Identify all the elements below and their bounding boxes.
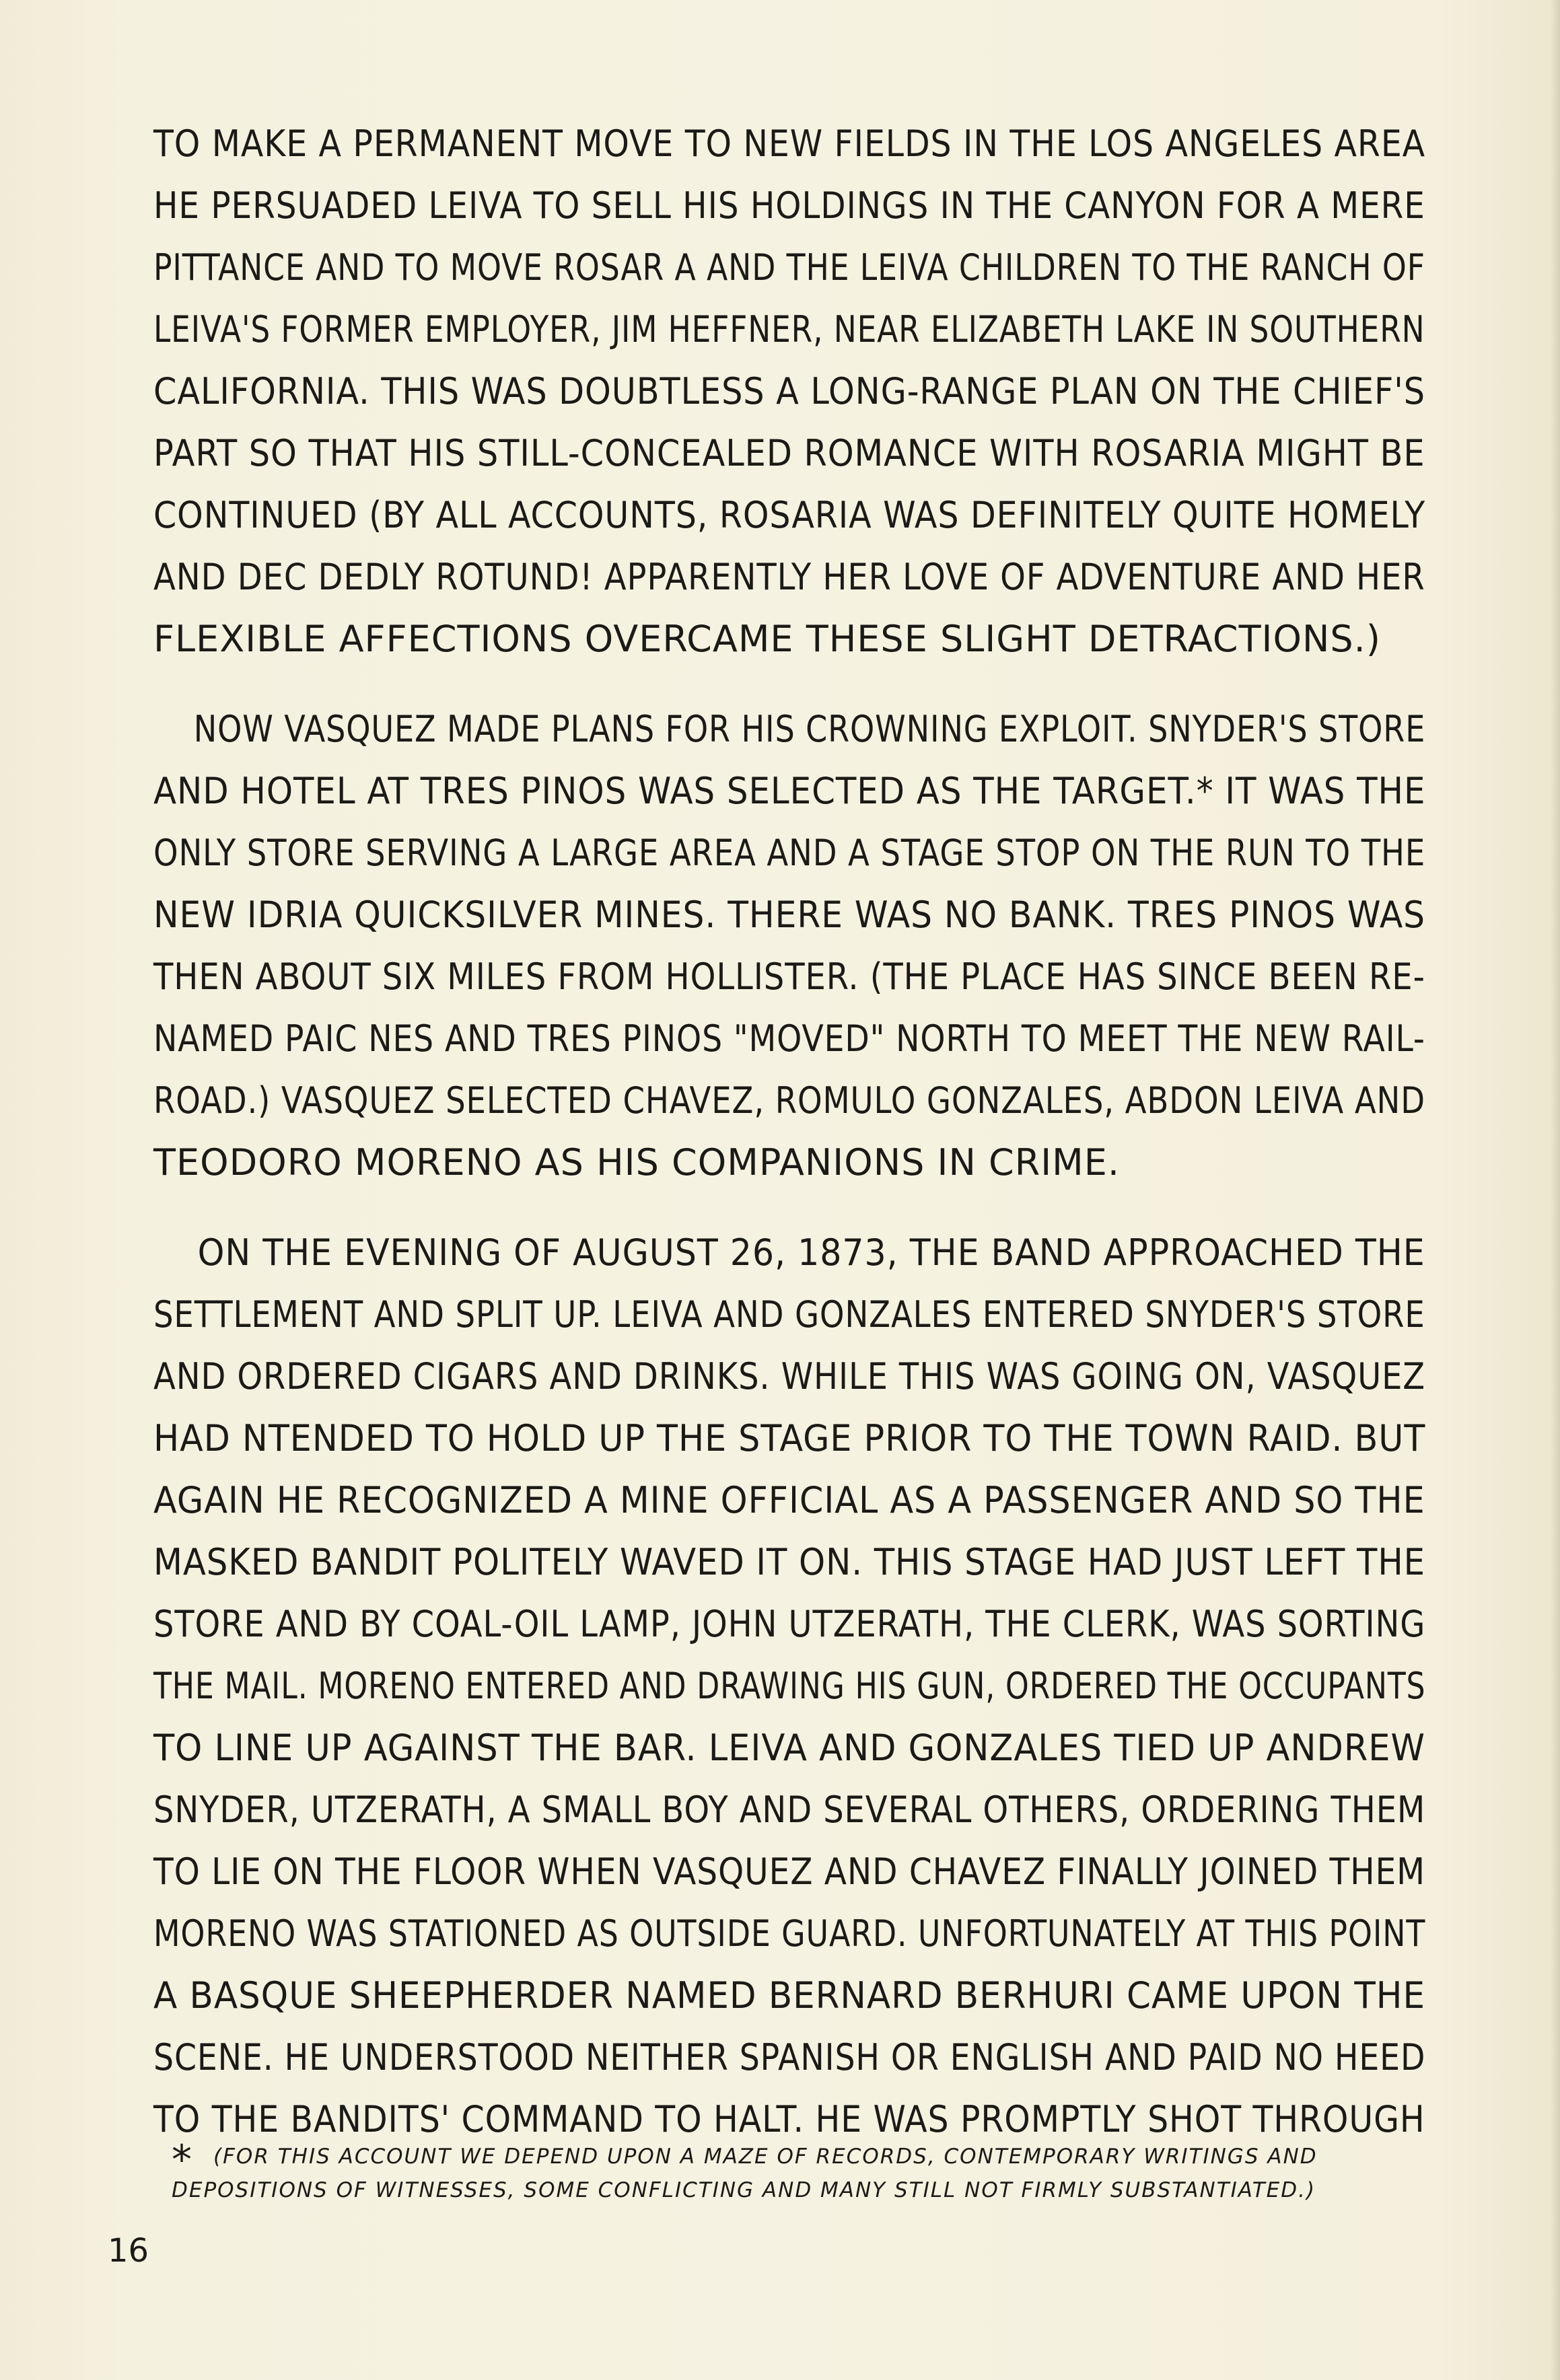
page-edge-shadow	[1551, 0, 1560, 2380]
text-line: TO THE BANDITS' COMMAND TO HALT. HE WAS PROMPTLY SHOT THROUGH	[153, 2098, 1425, 2140]
text-line: LEIVA'S FORMER EMPLOYER, JIM HEFFNER, NEAR ELIZABETH LAKE IN SOUTHERN	[153, 308, 1425, 351]
text-line: FLEXIBLE AFFECTIONS OVERCAME THESE SLIGHT DETRACTIONS.)	[153, 618, 1381, 660]
text-line: ROAD.) VASQUEZ SELECTED CHAVEZ, ROMULO GONZALES, ABDON LEIVA AND	[153, 1079, 1426, 1122]
paragraph-3	[153, 1222, 1425, 2151]
paragraph-1	[153, 113, 1425, 670]
text-line: STORE AND BY COAL-OIL LAMP, JOHN UTZERATH, THE CLERK, WAS SORTING	[153, 1603, 1426, 1645]
page-number: 16	[108, 2232, 149, 2270]
footnote-line: (FOR THIS ACCOUNT WE DEPEND UPON A MAZE OF RECORDS, CONTEMPORARY WRITINGS AND	[213, 2144, 1318, 2169]
text-line: THEN ABOUT SIX MILES FROM HOLLISTER. (THE PLACE HAS SINCE BEEN RE-	[153, 955, 1425, 998]
text-line: NEW IDRIA QUICKSILVER MINES. THERE WAS NO BANK. TRES PINOS WAS	[153, 894, 1426, 936]
text-line: SETTLEMENT AND SPLIT UP. LEIVA AND GONZALES ENTERED SNYDER'S STORE	[153, 1293, 1425, 1336]
footnote-line: DEPOSITIONS OF WITNESSES, SOME CONFLICTING AND MANY STILL NOT FIRMLY SUBSTANTIATED.)	[172, 2178, 1316, 2202]
text-line: CONTINUED (BY ALL ACCOUNTS, ROSARIA WAS DEFINITELY QUITE HOMELY	[153, 494, 1426, 536]
text-line: CALIFORNIA. THIS WAS DOUBTLESS A LONG-RANGE PLAN ON THE CHIEF'S	[153, 370, 1425, 412]
footnote	[172, 2136, 1383, 2207]
text-line: THE MAIL. MORENO ENTERED AND DRAWING HIS GUN, ORDERED THE OCCUPANTS	[153, 1665, 1426, 1707]
text-line: SCENE. HE UNDERSTOOD NEITHER SPANISH OR ENGLISH AND PAID NO HEED	[153, 2036, 1426, 2079]
text-line: AND DEC DEDLY ROTUND! APPARENTLY HER LOVE OF ADVENTURE AND HER	[153, 556, 1425, 598]
text-line: NAMED PAIC NES AND TRES PINOS "MOVED" NORTH TO MEET THE NEW RAIL-	[153, 1017, 1425, 1060]
text-line: MORENO WAS STATIONED AS OUTSIDE GUARD. UNFORTUNATELY AT THIS POINT	[153, 1912, 1426, 1955]
text-line: TO LINE UP AGAINST THE BAR. LEIVA AND GONZALES TIED UP ANDREW	[153, 1727, 1425, 1769]
text-line: AND ORDERED CIGARS AND DRINKS. WHILE THIS WAS GOING ON, VASQUEZ	[153, 1355, 1426, 1398]
text-line: HE PERSUADED LEIVA TO SELL HIS HOLDINGS IN THE CANYON FOR A MERE	[153, 184, 1425, 227]
paragraph-2	[153, 698, 1425, 1194]
text-line: PART SO THAT HIS STILL-CONCEALED ROMANCE WITH ROSARIA MIGHT BE	[153, 432, 1425, 474]
body-text	[153, 113, 1425, 2151]
paragraph-gap	[153, 670, 1425, 698]
text-line: AGAIN HE RECOGNIZED A MINE OFFICIAL AS A PASSENGER AND SO THE	[153, 1479, 1425, 1521]
text-line: AND HOTEL AT TRES PINOS WAS SELECTED AS THE TARGET.* IT WAS THE	[153, 770, 1426, 812]
text-line: TO LIE ON THE FLOOR WHEN VASQUEZ AND CHAVEZ FINALLY JOINED THEM	[153, 1850, 1425, 1893]
text-line: PITTANCE AND TO MOVE ROSAR A AND THE LEIVA CHILDREN TO THE RANCH OF	[153, 246, 1425, 289]
text-line: HAD NTENDED TO HOLD UP THE STAGE PRIOR TO THE TOWN RAID. BUT	[153, 1417, 1426, 1459]
text-line: SNYDER, UTZERATH, A SMALL BOY AND SEVERAL OTHERS, ORDERING THEM	[153, 1789, 1426, 1831]
text-line: ON THE EVENING OF AUGUST 26, 1873, THE BAND APPROACHED THE	[197, 1231, 1425, 1274]
text-line: MASKED BANDIT POLITELY WAVED IT ON. THIS STAGE HAD JUST LEFT THE	[153, 1541, 1426, 1583]
footnote-asterisk: *	[172, 2136, 192, 2184]
text-line: NOW VASQUEZ MADE PLANS FOR HIS CROWNING EXPLOIT. SNYDER'S STORE	[193, 708, 1426, 750]
text-line: ONLY STORE SERVING A LARGE AREA AND A STAGE STOP ON THE RUN TO THE	[153, 832, 1426, 874]
text-line: A BASQUE SHEEPHERDER NAMED BERNARD BERHURI CAME UPON THE	[153, 1974, 1425, 2017]
text-line: TEODORO MORENO AS HIS COMPANIONS IN CRIME.	[153, 1141, 1121, 1184]
text-line: TO MAKE A PERMANENT MOVE TO NEW FIELDS IN THE LOS ANGELES AREA	[153, 122, 1426, 165]
paragraph-gap	[153, 1194, 1425, 1222]
